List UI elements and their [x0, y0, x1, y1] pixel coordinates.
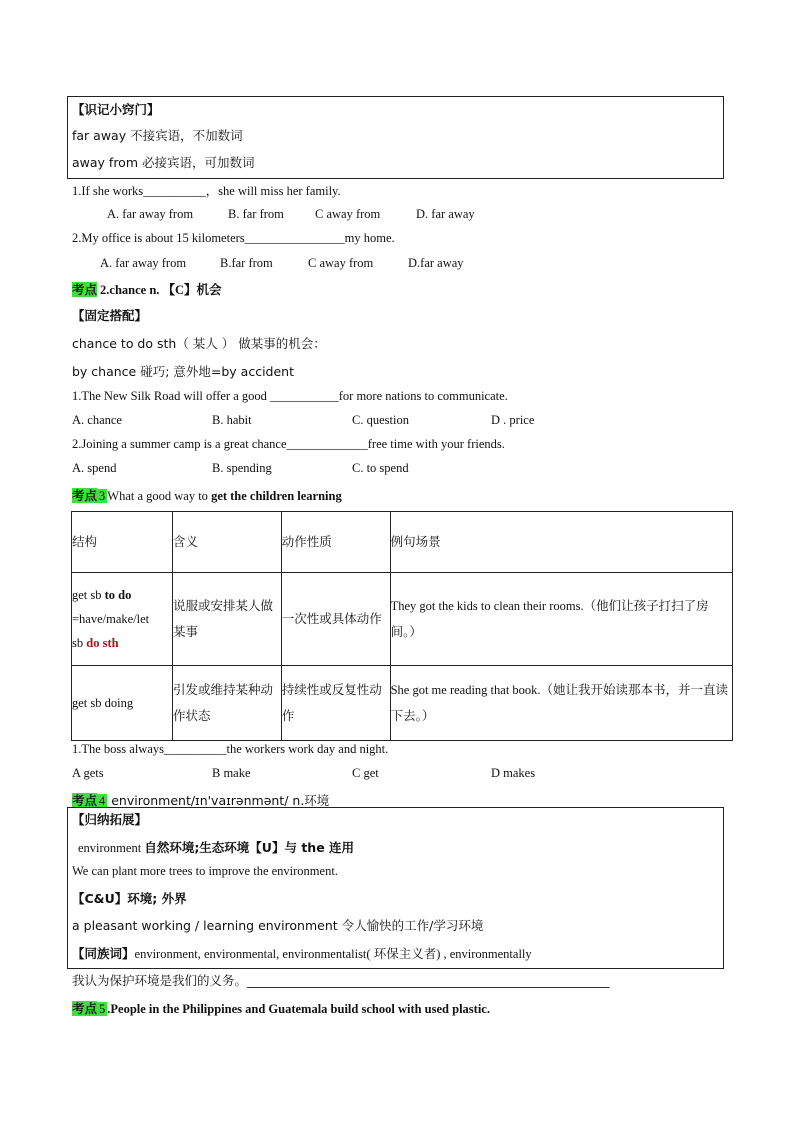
question-1-option-d: D. far away — [416, 207, 475, 221]
table-header-row — [72, 512, 733, 573]
question-1-stem: 1.If she works__________，she will miss her family. — [72, 184, 341, 198]
nature-cell: 一次性或具体动作 — [281, 573, 390, 666]
collocation-line-1: chance to do sth（ 某人 ） 做某事的机会： — [72, 336, 326, 351]
question-1-option-a: A. far away from — [107, 207, 194, 221]
table-header-meaning: 含义 — [172, 512, 281, 573]
table-header-structure: 结构 — [72, 512, 173, 573]
point-2-q1-option-c: C. question — [352, 413, 409, 427]
point-2-question-1: 1.The New Silk Road will offer a good ___________for more nations to communicate. — [72, 389, 508, 403]
point-tag: 考点 — [72, 282, 98, 297]
point-tag: 考点 — [72, 793, 98, 808]
point-3-q1-option-d: D makes — [491, 766, 536, 780]
question-2-option-a: A. far away from — [100, 256, 187, 270]
point-2-q2-option-a: A. spend — [72, 461, 117, 475]
table-header-nature: 动作性质 — [281, 512, 390, 573]
nature-cell: 持续性或反复性动作 — [281, 666, 390, 741]
fixed-collocation-label: 【固定搭配】 — [72, 308, 148, 323]
table-header-example: 例句场景 — [390, 512, 732, 573]
memory-tip-title: 【识记小窍门】 — [72, 102, 160, 117]
point-tag: 考点 — [72, 1001, 98, 1016]
question-1-option-b: B. far from — [228, 207, 284, 221]
induction-title: 【归纳拓展】 — [72, 812, 148, 827]
point-5-title: .People in the Philippines and Guatemala build school with used plastic. — [107, 1002, 490, 1016]
point-2-q1-option-a: A. chance — [72, 413, 122, 427]
question-2-option-d: D.far away — [408, 256, 464, 270]
point-3-q1-option-c: C get — [352, 766, 379, 780]
point-3-q1-option-b: B make — [212, 766, 251, 780]
collocation-line-2: by chance 碰巧; 意外地=by accident — [72, 364, 295, 379]
point-number: 4 — [99, 794, 106, 808]
point-tag: 考点 — [72, 488, 98, 503]
meaning-cell: 说服或安排某人做某事 — [172, 573, 281, 666]
point-2-q2-option-b: B. spending — [212, 461, 272, 475]
table-row — [72, 666, 733, 741]
induction-line-1: environment 自然环境;生态环境【U】与 the 连用 — [78, 840, 355, 855]
example-cell: They got the kids to clean their rooms.（他们让孩子打扫了房间。） — [390, 573, 732, 666]
point-4-title: environment/ɪn'vaɪrənmənt/ n.环境 — [107, 793, 330, 808]
structure-cell: get sb doing — [72, 666, 173, 741]
point-number: 5 — [99, 1002, 106, 1016]
induction-line-3: 【C&U】环境; 外界 — [72, 891, 187, 906]
induction-line-5: 【同族词】environment, environmental, environmentalist( 环保主义者) , environmentally — [72, 946, 532, 961]
question-2-stem: 2.My office is about 15 kilometers________________my home. — [72, 231, 395, 245]
memory-tip-line-2: away from 必接宾语，可加数词 — [72, 155, 255, 170]
point-2-q2-option-c: C. to spend — [352, 461, 409, 475]
point-3-title-plain: What a good way to — [107, 489, 212, 503]
memory-tip-line-1: far away 不接宾语，不加数词 — [72, 128, 243, 143]
point-3-q1-option-a: A gets — [72, 766, 104, 780]
point-3-title-bold: get the children learning — [211, 489, 342, 503]
point-2-question-2: 2.Joining a summer camp is a great chance_____________free time with your friends. — [72, 437, 505, 451]
question-2-option-c: C away from — [308, 256, 374, 270]
get-usage-table — [71, 511, 733, 741]
point-2-q1-option-d: D . price — [491, 413, 535, 427]
example-cell: She got me reading that book.（她让我开始读那本书，并一直读下去。） — [390, 666, 732, 741]
point-2-title: 2.chance n. 【C】机会 — [100, 283, 222, 297]
point-5-heading — [72, 999, 490, 1017]
translation-exercise: 我认为保护环境是我们的义务。__________________________________________________________ — [72, 973, 610, 988]
meaning-cell: 引发或维持某种动作状态 — [172, 666, 281, 741]
induction-line-2: We can plant more trees to improve the environment. — [72, 864, 338, 878]
question-2-option-b: B.far from — [220, 256, 273, 270]
point-number: 3 — [99, 489, 106, 503]
question-1-option-c: C away from — [315, 207, 381, 221]
point-2-q1-option-b: B. habit — [212, 413, 252, 427]
point-3-heading — [72, 486, 342, 504]
point-3-question-1: 1.The boss always__________the workers work day and night. — [72, 742, 389, 756]
point-2-heading — [72, 280, 222, 298]
table-row — [72, 573, 733, 666]
induction-line-4: a pleasant working / learning environment 令人愉快的工作/学习环境 — [72, 918, 484, 933]
structure-cell: get sb to do =have/make/let sb do sth — [72, 573, 173, 666]
